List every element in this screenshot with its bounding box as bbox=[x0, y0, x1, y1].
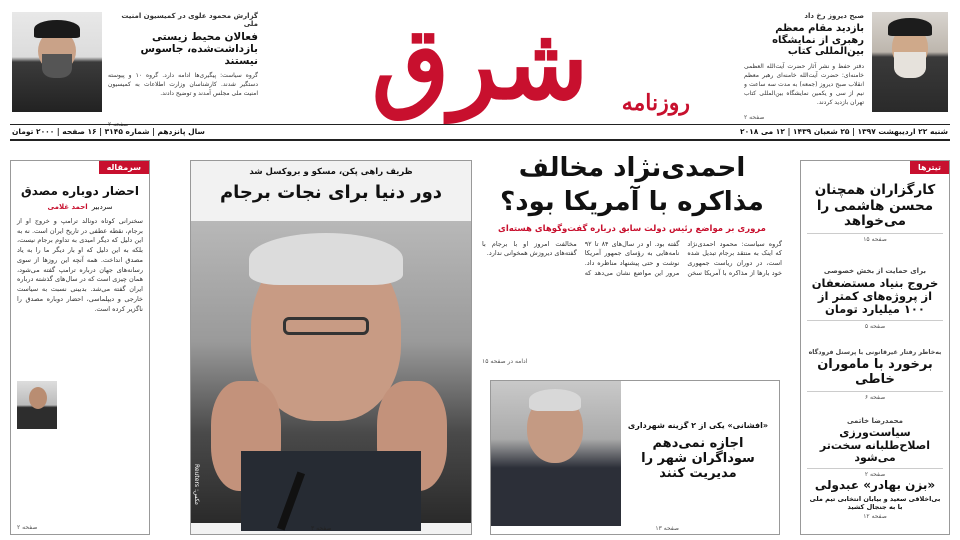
photo-kicker: ظریف راهی پکن، مسکو و بروکسل شد bbox=[249, 167, 413, 177]
item-kicker: به‌خاطر رفتار غیرقانونی با پرسنل فرودگاه bbox=[808, 349, 942, 356]
editorial-title: احضار دوباره مصدق bbox=[21, 184, 139, 198]
story-kicker: گزارش محمود علوی در کمیسیون امنیت ملی bbox=[121, 12, 258, 28]
mayor-photo bbox=[491, 381, 621, 526]
main-body-columns bbox=[482, 240, 782, 358]
item-headline: «بزن بهادر» عبدولی bbox=[814, 478, 936, 492]
headline-item[interactable] bbox=[807, 479, 943, 520]
top-right-photo bbox=[872, 12, 948, 112]
story-body: گروه سیاست: پیگیری‌ها ادامه دارد. گروه ۱۰ و پیوسته دستگیر شدند. کارشناسان وزارت اطلاعات به کمیسیون امنیت ملی مجلس آمدند و توضیح دادند. bbox=[108, 72, 258, 98]
top-left-photo bbox=[12, 12, 102, 112]
mayor-kicker: «افشانی» یکی از ۲ گزینه شهرداری bbox=[627, 421, 769, 430]
author-photo bbox=[17, 381, 57, 429]
masthead-rule-top bbox=[10, 124, 950, 125]
headlines-section-label: تیترها bbox=[910, 161, 949, 174]
item-headline: سیاست‌ورزی اصلاح‌طلبانه سخت‌تر می‌شود bbox=[819, 426, 931, 465]
item-headline: کارگزاران همچنان محسن هاشمی را می‌خواهد bbox=[814, 182, 936, 230]
story-body: دفتر حفظ و نشر آثار حضرت آیت‌الله العظمی خامنه‌ای: حضرت آیت‌الله خامنه‌ای رهبر معظم انقلاب صبح دیروز (جمعه) به مدت سه ساعت و نیم از سی و یکمین نمایشگاه بین‌المللی کتاب تهران بازدید کردند. bbox=[744, 62, 864, 106]
photo-credit: عکس: Reuters bbox=[193, 464, 200, 506]
item-sub: بی‌اخلاقی سعید و بیابان انتخابی تیم ملی با به جنجال کشید bbox=[809, 494, 941, 511]
main-body: گروه سیاست: محمود احمدی‌نژاد که اینک به منتقد برجام تبدیل شده است، در دوران ریاست جمهوری خود بارها از مذاکره با آمریکا سخن گفته بود. او در سال‌های ۸۴ تا ۹۲ نامه‌هایی به رؤسای جمهور آمریکا نوشت و حتی پیشنهاد مناظره داد. مرور این مواضع نشان می‌دهد که مخالفت امروز او با برجام با گفته‌های دیروزش همخوانی ندارد. bbox=[482, 239, 782, 277]
top-left-story[interactable] bbox=[108, 12, 258, 128]
main-page: ادامه در صفحه ۱۵ bbox=[482, 357, 528, 365]
editorial-body: سخنرانی کوتاه دونالد ترامپ و خروج او از برجام، نقطه عطفی در تاریخ ایران است. نه به این دلیل که دیگر امیدی به تداوم برجام نیست، بلکه به این دلیل که او بار دیگر ما را به یاد مصدق انداخت. همه آنچه این روزها از سوی رسانه‌های جهان درباره ترامپ گفته می‌شود، همان چیزی است که در سال‌های گذشته درباره ایران گفته می‌شد. بدبینی نسبت به سیاست خارجی و دیپلماسی، احضار دوباره مصدق را ناگزیر کرده است. bbox=[17, 216, 143, 313]
item-headline: خروج بنیاد مستضعفان از پروژه‌های کمتر از ۱۰۰ میلیارد تومان bbox=[811, 276, 939, 317]
item-page: صفحه ۶ bbox=[807, 391, 943, 401]
story-kicker: صبح دیروز رخ داد bbox=[804, 12, 864, 20]
issue-line: سال پانزدهم | شماره ۳۱۴۵ | ۱۶ صفحه | ۲۰۰۰ تومان bbox=[12, 127, 205, 136]
item-page: صفحه ۱۲ bbox=[863, 512, 887, 520]
item-headline: برخورد با ماموران خاطی bbox=[817, 357, 933, 387]
photo-headline: دور دنیا برای نجات برجام bbox=[219, 182, 443, 203]
mayor-page: صفحه ۱۳ bbox=[655, 525, 679, 532]
zarif-photo bbox=[191, 221, 472, 523]
editorial-role: سردبیر bbox=[91, 202, 113, 211]
story-headline: بازدید مقام معظم رهبری از نمایشگاه بین‌المللی کتاب bbox=[772, 23, 864, 57]
item-kicker: برای حمایت از بخش خصوصی bbox=[823, 267, 927, 275]
item-page: صفحه ۵ bbox=[807, 320, 943, 330]
main-headline: احمدی‌نژاد مخالف مذاکره با آمریکا بود؟ bbox=[500, 153, 764, 217]
logo-prefix: روزنامه bbox=[621, 90, 690, 116]
top-right-story[interactable] bbox=[744, 12, 864, 121]
main-story[interactable] bbox=[482, 152, 782, 377]
editorial-column[interactable] bbox=[10, 160, 150, 535]
editorial-author: احمد غلامی bbox=[47, 202, 88, 211]
headline-item[interactable] bbox=[807, 417, 943, 478]
story-page: صفحه ۲ bbox=[744, 113, 765, 121]
headline-item[interactable] bbox=[807, 349, 943, 401]
main-photo-frame[interactable] bbox=[190, 160, 472, 535]
date-line: شنبه ۲۲ اردیبهشت ۱۳۹۷ | ۲۵ شعبان ۱۴۳۹ | ۱۲ می ۲۰۱۸ bbox=[740, 127, 948, 136]
headlines-column bbox=[800, 160, 950, 535]
mayor-story[interactable] bbox=[490, 380, 780, 535]
logo-text: شرق bbox=[371, 4, 589, 122]
mayor-headline: اجازه نمی‌دهم سوداگران شهر را مدیریت کنند bbox=[641, 436, 755, 481]
photo-page: صفحه ۳ bbox=[311, 525, 332, 532]
item-kicker: محمدرضا خاتمی bbox=[846, 417, 904, 425]
story-headline: فعالان محیط زیستی بازداشت‌شده، جاسوس نیستند bbox=[140, 31, 258, 68]
editorial-page: صفحه ۲ bbox=[17, 524, 38, 531]
item-page: صفحه ۲ bbox=[807, 468, 943, 478]
editorial-section-label: سرمقاله bbox=[99, 161, 149, 174]
headline-item[interactable] bbox=[807, 267, 943, 330]
headline-item[interactable] bbox=[807, 183, 943, 243]
masthead-rule-bottom bbox=[10, 139, 950, 141]
masthead-logo bbox=[260, 4, 700, 122]
main-subhead: مروری بر مواضع رئیس دولت سابق درباره گفت‌وگوهای هسته‌ای bbox=[498, 223, 766, 234]
item-page: صفحه ۱۵ bbox=[807, 233, 943, 243]
